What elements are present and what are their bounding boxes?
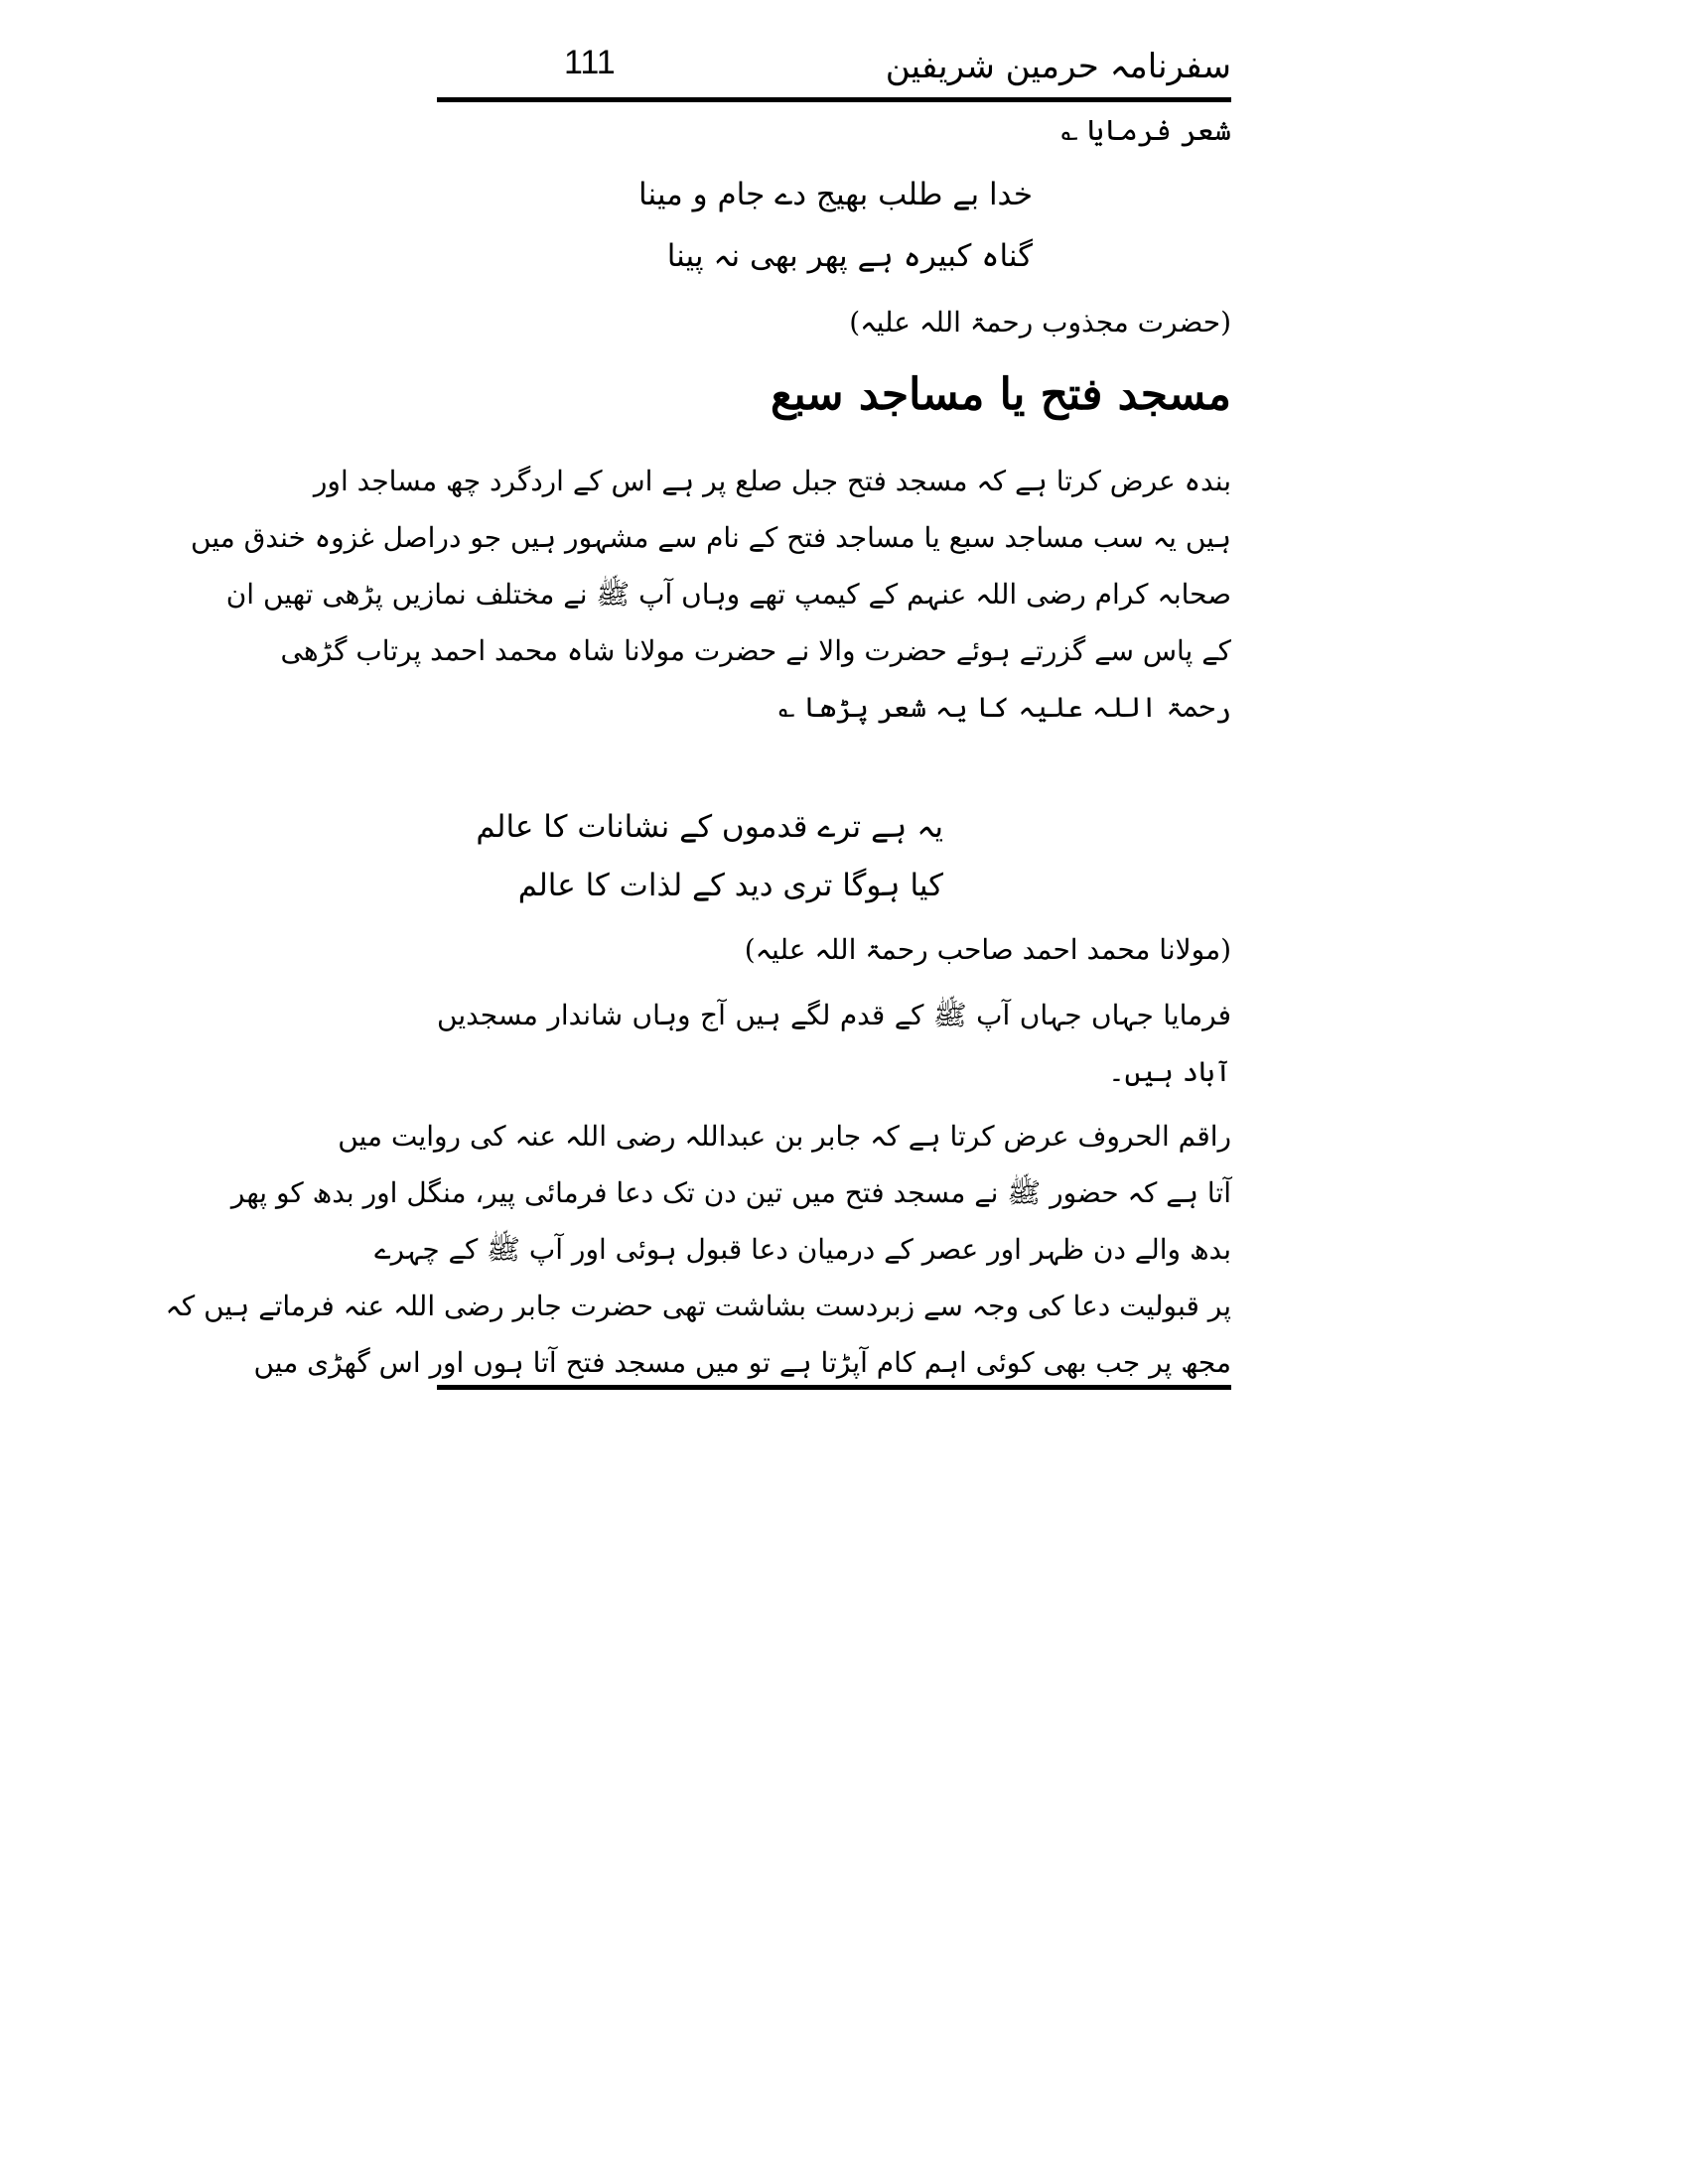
paragraph-1 xyxy=(191,453,1231,736)
book-title: سفرنامہ حرمین شریفین xyxy=(885,47,1231,86)
verse1-line2: گناہ کبیرہ ہے پھر بھی نہ پینا xyxy=(666,238,1033,274)
footer-rule xyxy=(437,1385,1231,1390)
verse2-line2: کیا ہوگا تری دید کے لذات کا عالم xyxy=(517,868,943,903)
verse2-line1: یہ ہے ترے قدموں کے نشانات کا عالم xyxy=(476,809,943,845)
paragraph-line: صحابہ کرام رضی اللہ عنہم کے کیمپ تھے وہاں آپ ﷺ نے مختلف نمازیں پڑھی تھیں ان xyxy=(225,578,1231,611)
section-heading: مسجد فتح یا مساجد سبع xyxy=(770,369,1231,420)
paragraph-line: کے پاس سے گزرتے ہوئے حضرت والا نے حضرت مولانا شاہ محمد احمد پرتاب گڑھی xyxy=(280,634,1231,667)
book-page xyxy=(165,40,1231,1410)
page-number: 111 xyxy=(564,44,616,81)
paragraph-line: ہیں یہ سب مساجد سبع یا مساجد فتح کے نام سے مشہور ہیں جو دراصل غزوہ خندق میں xyxy=(191,521,1231,554)
paragraph-line: آباد ہیں۔ xyxy=(1108,1055,1231,1088)
paragraph-line: مجھ پر جب بھی کوئی اہم کام آپڑتا ہے تو میں مسجد فتح آتا ہوں اور اس گھڑی میں xyxy=(253,1346,1231,1379)
attribution-2: (مولانا محمد احمد صاحب رحمۃ اللہ علیہ) xyxy=(744,933,1231,966)
paragraph-3 xyxy=(165,1108,1231,1391)
header-rule xyxy=(437,97,1231,102)
paragraph-2 xyxy=(437,987,1231,1100)
verse1-line1: خدا بے طلب بھیج دے جام و مینا xyxy=(638,177,1033,212)
intro-text: شعر فرمایا ؎ xyxy=(1060,113,1231,147)
page-header xyxy=(437,40,1231,99)
paragraph-line: پر قبولیت دعا کی وجہ سے زبردست بشاشت تھی حضرت جابر رضی اللہ عنہ فرماتے ہیں کہ xyxy=(165,1290,1231,1322)
paragraph-line: بدھ والے دن ظہر اور عصر کے درمیان دعا قبول ہوئی اور آپ ﷺ کے چہرے xyxy=(374,1233,1231,1266)
paragraph-line: بندہ عرض کرتا ہے کہ مسجد فتح جبل صلع پر ہے اس کے اردگرد چھ مساجد اور xyxy=(313,465,1231,497)
paragraph-line: فرمایا جہاں جہاں آپ ﷺ کے قدم لگے ہیں آج وہاں شاندار مسجدیں xyxy=(437,999,1231,1031)
attribution-1: (حضرت مجذوب رحمۃ اللہ علیہ) xyxy=(849,306,1231,339)
paragraph-line: رحمۃ اللہ علیہ کا یہ شعر پڑھا ؎ xyxy=(777,691,1231,724)
paragraph-line: راقم الحروف عرض کرتا ہے کہ جابر بن عبداللہ رضی اللہ عنہ کی روایت میں xyxy=(338,1120,1231,1153)
paragraph-line: آتا ہے کہ حضور ﷺ نے مسجد فتح میں تین دن تک دعا فرمائی پیر، منگل اور بدھ کو پھر xyxy=(230,1176,1231,1209)
